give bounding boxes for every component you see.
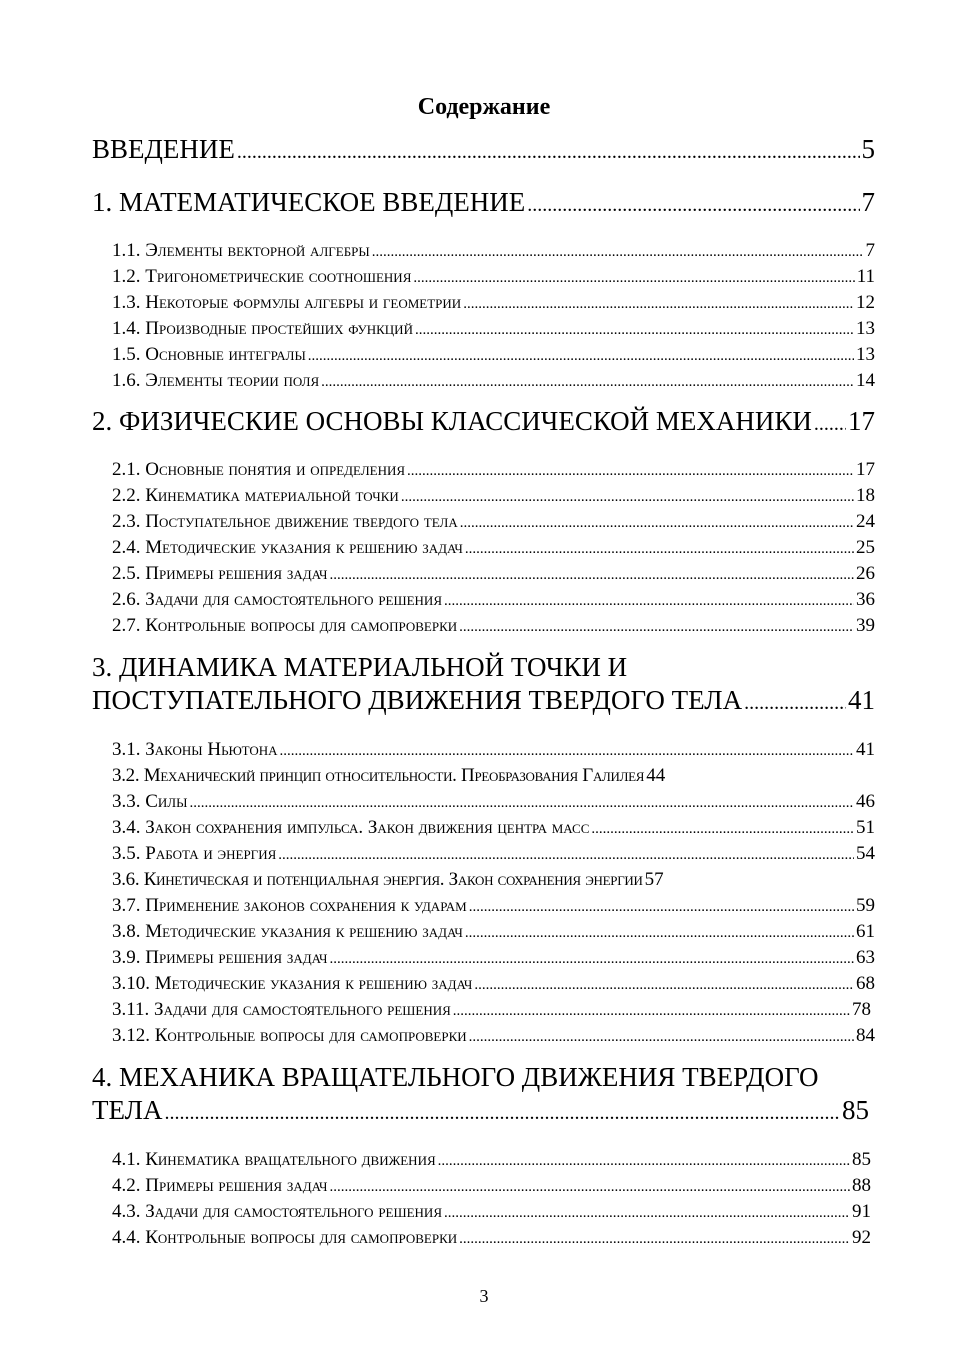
toc-entry-page: 54 (856, 843, 875, 864)
toc-section[interactable] (112, 457, 875, 484)
toc-section[interactable] (112, 264, 875, 291)
dot-leader (474, 972, 854, 998)
toc-section[interactable] (112, 1023, 875, 1050)
toc-entry-label: 3.9. Примеры решения задач (112, 947, 328, 968)
toc-entry-page: 85 (852, 1149, 871, 1170)
toc-section[interactable] (112, 561, 875, 588)
toc-entry-label: 2.5. Примеры решения задач (112, 563, 328, 584)
toc-entry-label: 4.1. Кинематика вращательного движения (112, 1149, 436, 1170)
dot-leader (459, 1226, 850, 1252)
page-title: Содержание (417, 94, 551, 120)
dot-leader (237, 136, 860, 168)
dot-leader (321, 369, 854, 395)
toc-entry-page: 14 (856, 370, 875, 391)
toc-entry-label: 2.3. Поступательное движение твердого тела (112, 511, 458, 532)
toc-entry-label: 2.2. Кинематика материальной точки (112, 485, 399, 506)
toc-section[interactable] (112, 997, 871, 1024)
toc-entry-label: 1.5. Основные интегралы (112, 344, 306, 365)
toc-section[interactable] (112, 316, 875, 343)
dot-leader (469, 894, 854, 920)
toc-chapter-4-line1[interactable]: 4. МЕХАНИКА ВРАЩАТЕЛЬНОГО ДВИЖЕНИЯ ТВЕРДОГО (92, 1062, 819, 1092)
toc-entry-label: 2.4. Методические указания к решению задач (112, 537, 463, 558)
toc-entry-page: 44 (646, 765, 666, 786)
toc-entry-page: 88 (852, 1175, 871, 1196)
dot-leader (413, 265, 854, 291)
toc-entry-label: 3.3. Силы (112, 791, 188, 812)
toc-entry-page: 51 (856, 817, 875, 838)
toc-entry-label: 3.2. Механический принцип относительности. Преобразования Галилея (112, 765, 645, 786)
toc-section[interactable] (112, 342, 875, 369)
toc-entry-page: 41 (848, 685, 875, 715)
dot-leader (460, 510, 854, 536)
toc-chapter-4[interactable] (92, 1094, 869, 1129)
dot-leader (189, 790, 854, 816)
dot-leader (401, 484, 854, 510)
toc-entry-page: 18 (856, 485, 875, 506)
toc-entry-page: 61 (856, 921, 875, 942)
toc-entry-page: 13 (856, 344, 875, 365)
toc-entry-page: 41 (856, 739, 875, 760)
page-number-footer: 3 (479, 1286, 489, 1306)
toc-section[interactable] (112, 238, 875, 265)
toc-entry-page: 59 (856, 895, 875, 916)
toc-entry-page: 85 (842, 1095, 869, 1125)
dot-leader (329, 1174, 850, 1200)
toc-entry-label: 3.10. Методические указания к решению задач (112, 973, 473, 994)
toc-entry-page: 78 (852, 999, 871, 1020)
toc-section[interactable] (112, 483, 875, 510)
toc-entry-label: 1.1. Элементы векторной алгебры (112, 240, 370, 261)
toc-section[interactable] (112, 867, 875, 893)
dot-leader (308, 343, 854, 369)
toc-section[interactable] (112, 919, 875, 946)
dot-leader (329, 946, 854, 972)
toc-entry-label: 1.4. Производные простейших функций (112, 318, 413, 339)
toc-chapter-3-line1[interactable]: 3. ДИНАМИКА МАТЕРИАЛЬНОЙ ТОЧКИ И (92, 652, 628, 682)
toc-entry-label: ПОСТУПАТЕЛЬНОГО ДВИЖЕНИЯ ТВЕРДОГО ТЕЛА (92, 685, 743, 715)
toc-section[interactable] (112, 763, 875, 789)
toc-entry-page: 5 (861, 134, 875, 164)
toc-entry-page: 7 (865, 240, 875, 261)
toc-entry-label: ТЕЛА (92, 1095, 163, 1125)
toc-entry-label: 3.8. Методические указания к решению задач (112, 921, 463, 942)
dot-leader (444, 588, 854, 614)
toc-entry-label: 3.4. Закон сохранения импульса. Закон движения центра масс (112, 817, 590, 838)
dot-leader (278, 842, 854, 868)
toc-section[interactable] (112, 509, 875, 536)
toc-section[interactable] (112, 893, 875, 920)
toc-entry-page: 17 (856, 459, 875, 480)
toc-entry-label: 3.7. Применение законов сохранения к ударам (112, 895, 467, 916)
toc-entry-page: 92 (852, 1227, 871, 1248)
toc-section[interactable] (112, 1225, 871, 1252)
dot-leader (438, 1148, 850, 1174)
toc-entry-label: 3.11. Задачи для самостоятельного решения (112, 999, 451, 1020)
toc-section[interactable] (112, 945, 875, 972)
toc-entry-page: 91 (852, 1201, 871, 1222)
dot-leader (453, 998, 850, 1024)
dot-leader (459, 614, 854, 640)
dot-leader (164, 1097, 840, 1129)
toc-entry-page: 26 (856, 563, 875, 584)
toc-section[interactable] (112, 1199, 871, 1226)
toc-entry-label: ВВЕДЕНИЕ (92, 134, 235, 164)
toc-section[interactable] (112, 789, 875, 816)
toc-section[interactable] (112, 1147, 871, 1174)
toc-entry-page: 36 (856, 589, 875, 610)
dot-leader (329, 562, 854, 588)
dot-leader (280, 738, 854, 764)
toc-section[interactable] (112, 841, 875, 868)
toc-entry-label: 2.7. Контрольные вопросы для самопроверки (112, 615, 458, 636)
toc-section[interactable] (112, 737, 875, 764)
toc-entry-label: 2.6. Задачи для самостоятельного решения (112, 589, 442, 610)
dot-leader (469, 1024, 854, 1050)
toc-entry-page: 57 (644, 869, 664, 890)
toc-chapter-3[interactable] (92, 684, 875, 719)
toc-entry-page: 25 (856, 537, 875, 558)
toc-entry-label: 1.6. Элементы теории поля (112, 370, 320, 391)
toc-entry-intro[interactable] (92, 133, 875, 168)
toc-entry-page: 39 (856, 615, 875, 636)
dot-leader (465, 920, 854, 946)
toc-entry-label: 2.1. Основные понятия и определения (112, 459, 406, 480)
dot-leader (444, 1200, 850, 1226)
toc-entry-label: 3.6. Кинетическая и потенциальная энергия. Закон сохранения энергии (112, 869, 643, 890)
toc-entry-page: 46 (856, 791, 875, 812)
toc-entry-label: 3.1. Законы Ньютона (112, 739, 278, 760)
toc-entry-page: 12 (856, 292, 875, 313)
toc-entry-page: 68 (856, 973, 875, 994)
toc-chapter-1[interactable] (92, 186, 875, 221)
toc-entry-page: 63 (856, 947, 875, 968)
toc-entry-label: 4.4. Контрольные вопросы для самопроверки (112, 1227, 458, 1248)
dot-leader (814, 408, 846, 440)
toc-section[interactable] (112, 971, 875, 998)
dot-leader (415, 317, 854, 343)
dot-leader (591, 816, 854, 842)
toc-entry-page: 7 (861, 187, 875, 217)
toc-entry-label: 1. МАТЕМАТИЧЕСКОЕ ВВЕДЕНИЕ (92, 187, 526, 217)
dot-leader (372, 239, 864, 265)
dot-leader (527, 189, 859, 221)
dot-leader (465, 536, 854, 562)
toc-entry-label: 4.3. Задачи для самостоятельного решения (112, 1201, 442, 1222)
toc-entry-label: 1.3. Некоторые формулы алгебры и геометрии (112, 292, 462, 313)
toc-section[interactable] (112, 815, 875, 842)
toc-section[interactable] (112, 535, 875, 562)
toc-entry-page: 13 (856, 318, 875, 339)
toc-section[interactable] (112, 1173, 871, 1200)
toc-entry-label: 3.12. Контрольные вопросы для самопроверки (112, 1025, 467, 1046)
dot-leader (407, 458, 854, 484)
toc-entry-page: 17 (848, 406, 875, 436)
toc-section[interactable] (112, 290, 875, 317)
toc-entry-page: 84 (856, 1025, 875, 1046)
toc-section[interactable] (112, 587, 875, 614)
toc-entry-label: 1.2. Тригонометрические соотношения (112, 266, 412, 287)
dot-leader (744, 687, 846, 719)
toc-entry-label: 2. ФИЗИЧЕСКИЕ ОСНОВЫ КЛАССИЧЕСКОЙ МЕХАНИКИ (92, 406, 812, 436)
toc-section[interactable] (112, 368, 875, 395)
dot-leader (463, 291, 854, 317)
toc-entry-page: 24 (856, 511, 875, 532)
toc-section[interactable] (112, 613, 875, 640)
toc-chapter-2[interactable] (92, 405, 875, 440)
toc-entry-label: 4.2. Примеры решения задач (112, 1175, 328, 1196)
toc-entry-label: 3.5. Работа и энергия (112, 843, 277, 864)
toc-entry-page: 11 (856, 266, 875, 287)
